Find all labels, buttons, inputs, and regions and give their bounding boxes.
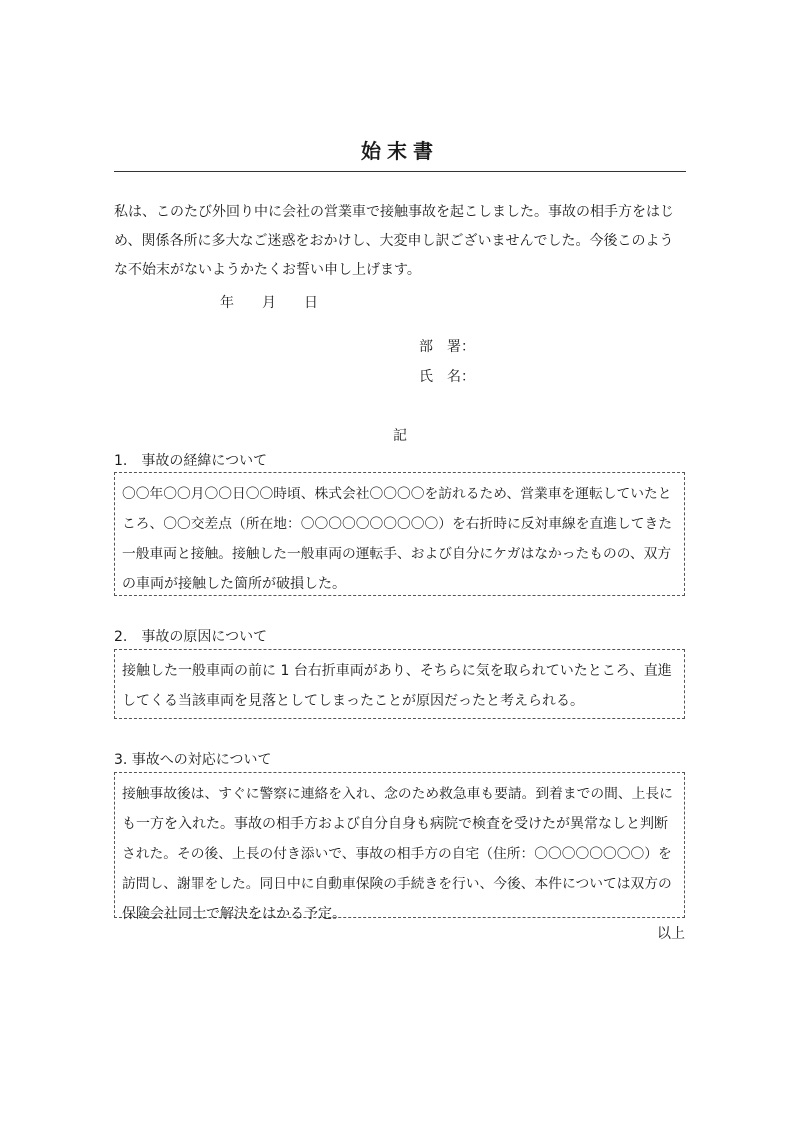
closing-mark: 以上 xyxy=(657,926,685,942)
department-label: 部 署： xyxy=(419,339,475,355)
date-year: 年 xyxy=(220,295,234,311)
section-heading-3: 3. 事故への対応について xyxy=(114,752,272,768)
section-line: 保険会社同士で解決をはかる予定。 xyxy=(122,906,346,922)
section-line: 〇〇年〇〇月〇〇日〇〇時頃、株式会社〇〇〇〇を訪れるため、営業車を運転していたと xyxy=(122,486,672,502)
section-box-2 xyxy=(114,649,685,719)
section-line: 一般車両と接触。接触した一般車両の運転手、および自分にケガはなかったものの、双方 xyxy=(122,546,672,562)
section-line: ころ、〇〇交差点（所在地：〇〇〇〇〇〇〇〇〇〇）を右折時に反対車線を直進してきた xyxy=(122,516,673,532)
intro-paragraph xyxy=(114,198,688,285)
date-month: 月 xyxy=(262,295,276,311)
ki-marker: 記 xyxy=(393,428,407,444)
date-day: 日 xyxy=(304,295,318,311)
section-heading-2: 2. 事故の原因について xyxy=(114,629,268,645)
section-line: の車両が接触した箇所が破損した。 xyxy=(122,576,346,592)
section-line: 接触事故後は、すぐに警察に連絡を入れ、念のため救急車も要請。到着までの間、上長に xyxy=(122,786,673,802)
section-box-3 xyxy=(114,772,685,922)
intro-line: 私は、このたび外回り中に会社の営業車で接触事故を起こしました。事故の相手方をはじ xyxy=(114,204,674,220)
document-title: 始末書 xyxy=(361,139,439,163)
intro-line: な不始末がないようかたくお誓い申し上げます。 xyxy=(114,262,421,278)
name-label: 氏 名： xyxy=(419,369,475,385)
intro-line: め、関係各所に多大なご迷惑をおかけし、大変申し訳ございませんでした。今後このよう xyxy=(114,233,674,249)
section-line: された。その後、上長の付き添いで、事故の相手方の自宅（住所：〇〇〇〇〇〇〇〇）を xyxy=(122,846,672,862)
section-line: してくる当該車両を見落としてしまったことが原因だったと考えられる。 xyxy=(122,693,584,709)
section-line: も一方を入れた。事故の相手方および自分自身も病院で検査を受けたが異常なしと判断 xyxy=(122,816,668,832)
section-heading-1: 1. 事故の経緯について xyxy=(114,453,268,469)
section-line: 接触した一般車両の前に 1 台右折車両があり、そちらに気を取られていたところ、直進 xyxy=(122,663,672,679)
title-underline xyxy=(114,171,686,172)
section-box-1 xyxy=(114,472,685,596)
section-line: 訪問し、謝罪をした。同日中に自動車保険の手続きを行い、今後、本件については双方の xyxy=(122,876,672,892)
